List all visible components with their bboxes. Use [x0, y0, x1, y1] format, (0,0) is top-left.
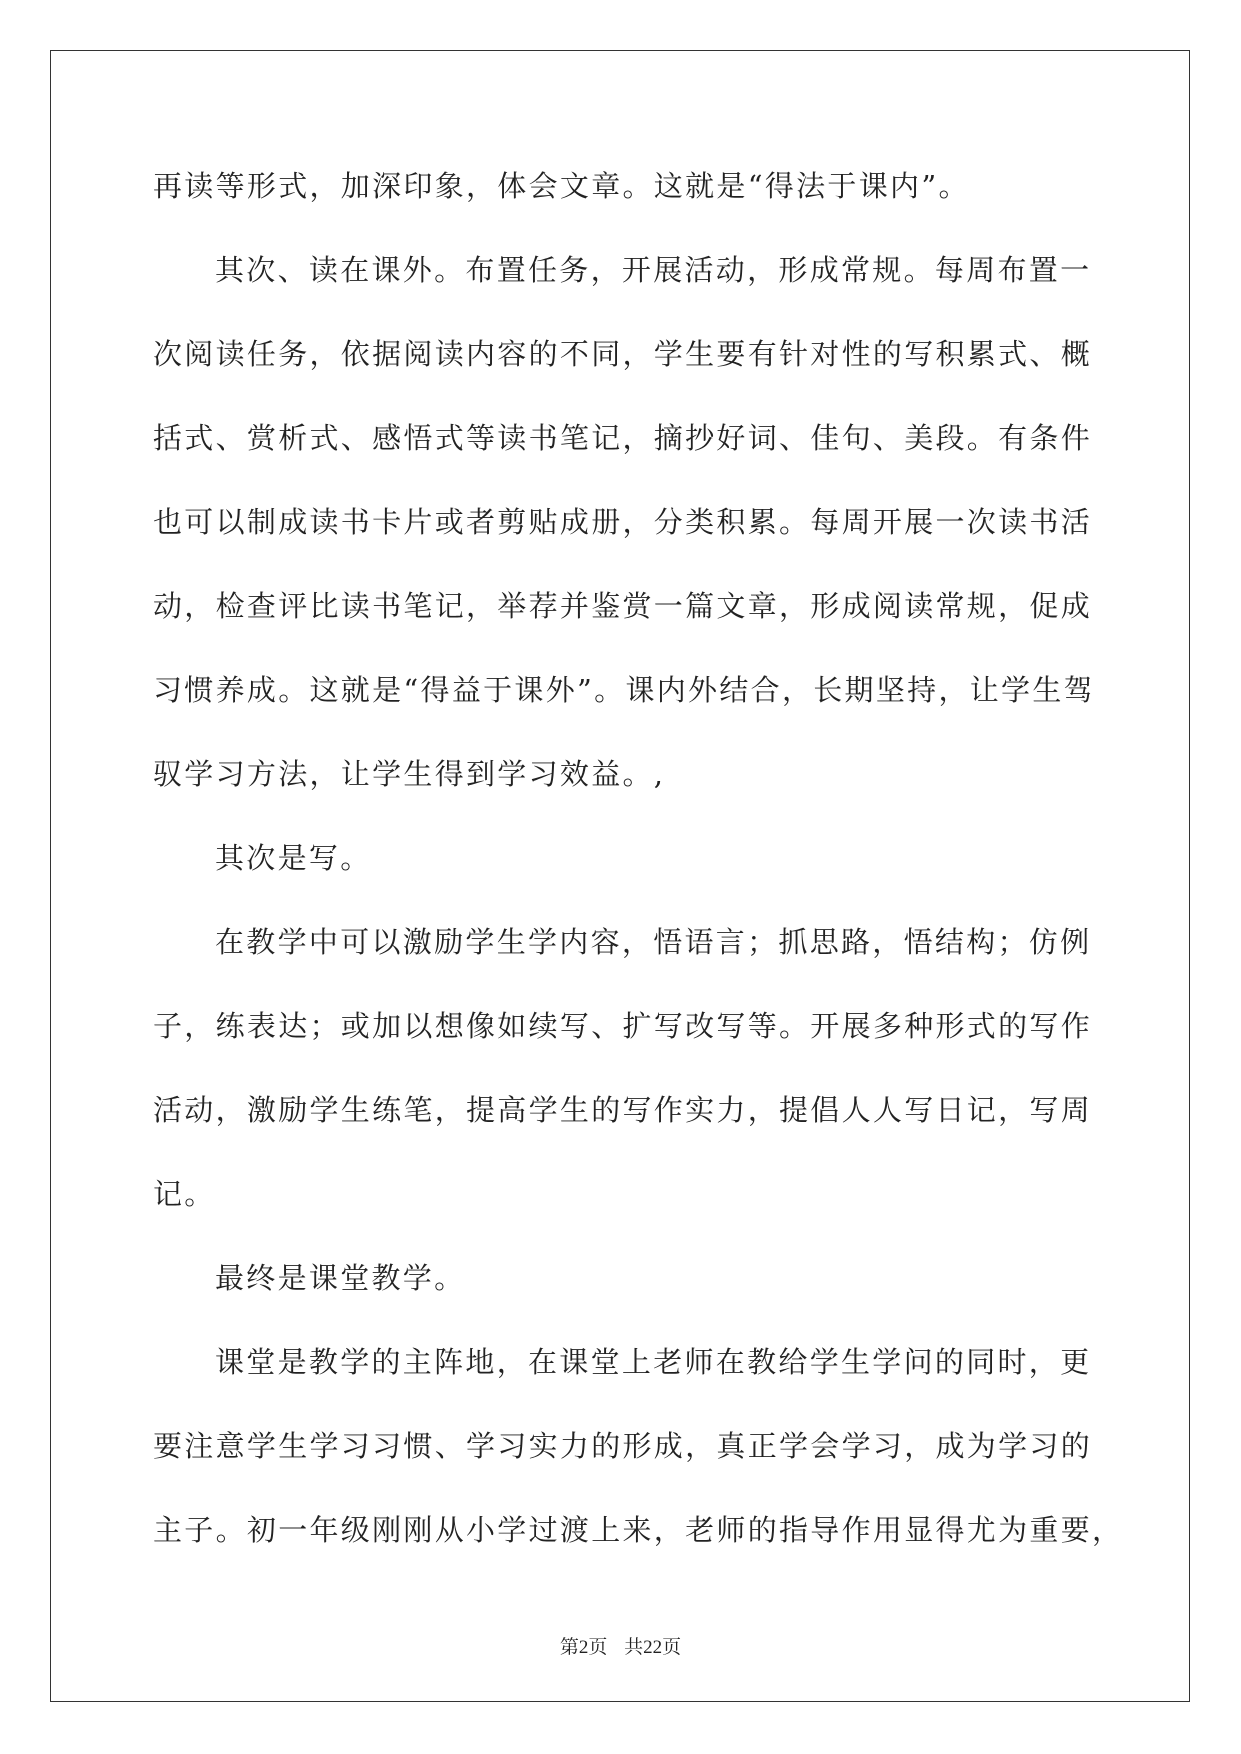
- text-line: 在教学中可以激励学生学内容，悟语言；抓思路，悟结构；仿例: [215, 925, 1092, 959]
- page-total: 共22页: [624, 1637, 682, 1658]
- text-line: 主子。初一年级刚刚从小学过渡上来，老师的指导作用显得尤为重要，: [153, 1513, 1124, 1547]
- text-line: 课堂是教学的主阵地，在课堂上老师在教给学生学问的同时，更: [215, 1345, 1092, 1379]
- text-line: 子，练表达；或加以想像如续写、扩写改写等。开展多种形式的写作: [153, 1009, 1093, 1043]
- text-line: 记。: [153, 1177, 216, 1211]
- text-line: 也可以制成读书卡片或者剪贴成册，分类积累。每周开展一次读书活: [153, 505, 1093, 539]
- text-line: 再读等形式，加深印象，体会文章。这就是“得法于课内”。: [153, 169, 970, 203]
- text-line: 要注意学生学习习惯、学习实力的形成，真正学会学习，成为学习的: [153, 1429, 1093, 1463]
- text-line: 活动，激励学生练笔，提高学生的写作实力，提倡人人写日记，写周: [153, 1093, 1093, 1127]
- text-line: 其次、读在课外。布置任务，开展活动，形成常规。每周布置一: [215, 253, 1092, 287]
- text-line: 驭学习方法，让学生得到学习效益。,: [153, 757, 666, 791]
- text-line: 最终是课堂教学。: [215, 1261, 466, 1295]
- text-line: 动，检查评比读书笔记，举荐并鉴赏一篇文章，形成阅读常规，促成: [153, 589, 1093, 623]
- text-line: 习惯养成。这就是“得益于课外”。课内外结合，长期坚持，让学生驾: [153, 673, 1095, 707]
- page-footer: [0, 1632, 1241, 1659]
- page-number: 第2页: [559, 1637, 608, 1658]
- text-line: 括式、赏析式、感悟式等读书笔记，摘抄好词、佳句、美段。有条件: [153, 421, 1093, 455]
- text-line: 其次是写。: [215, 841, 372, 875]
- text-line: 次阅读任务，依据阅读内容的不同，学生要有针对性的写积累式、概: [153, 337, 1093, 371]
